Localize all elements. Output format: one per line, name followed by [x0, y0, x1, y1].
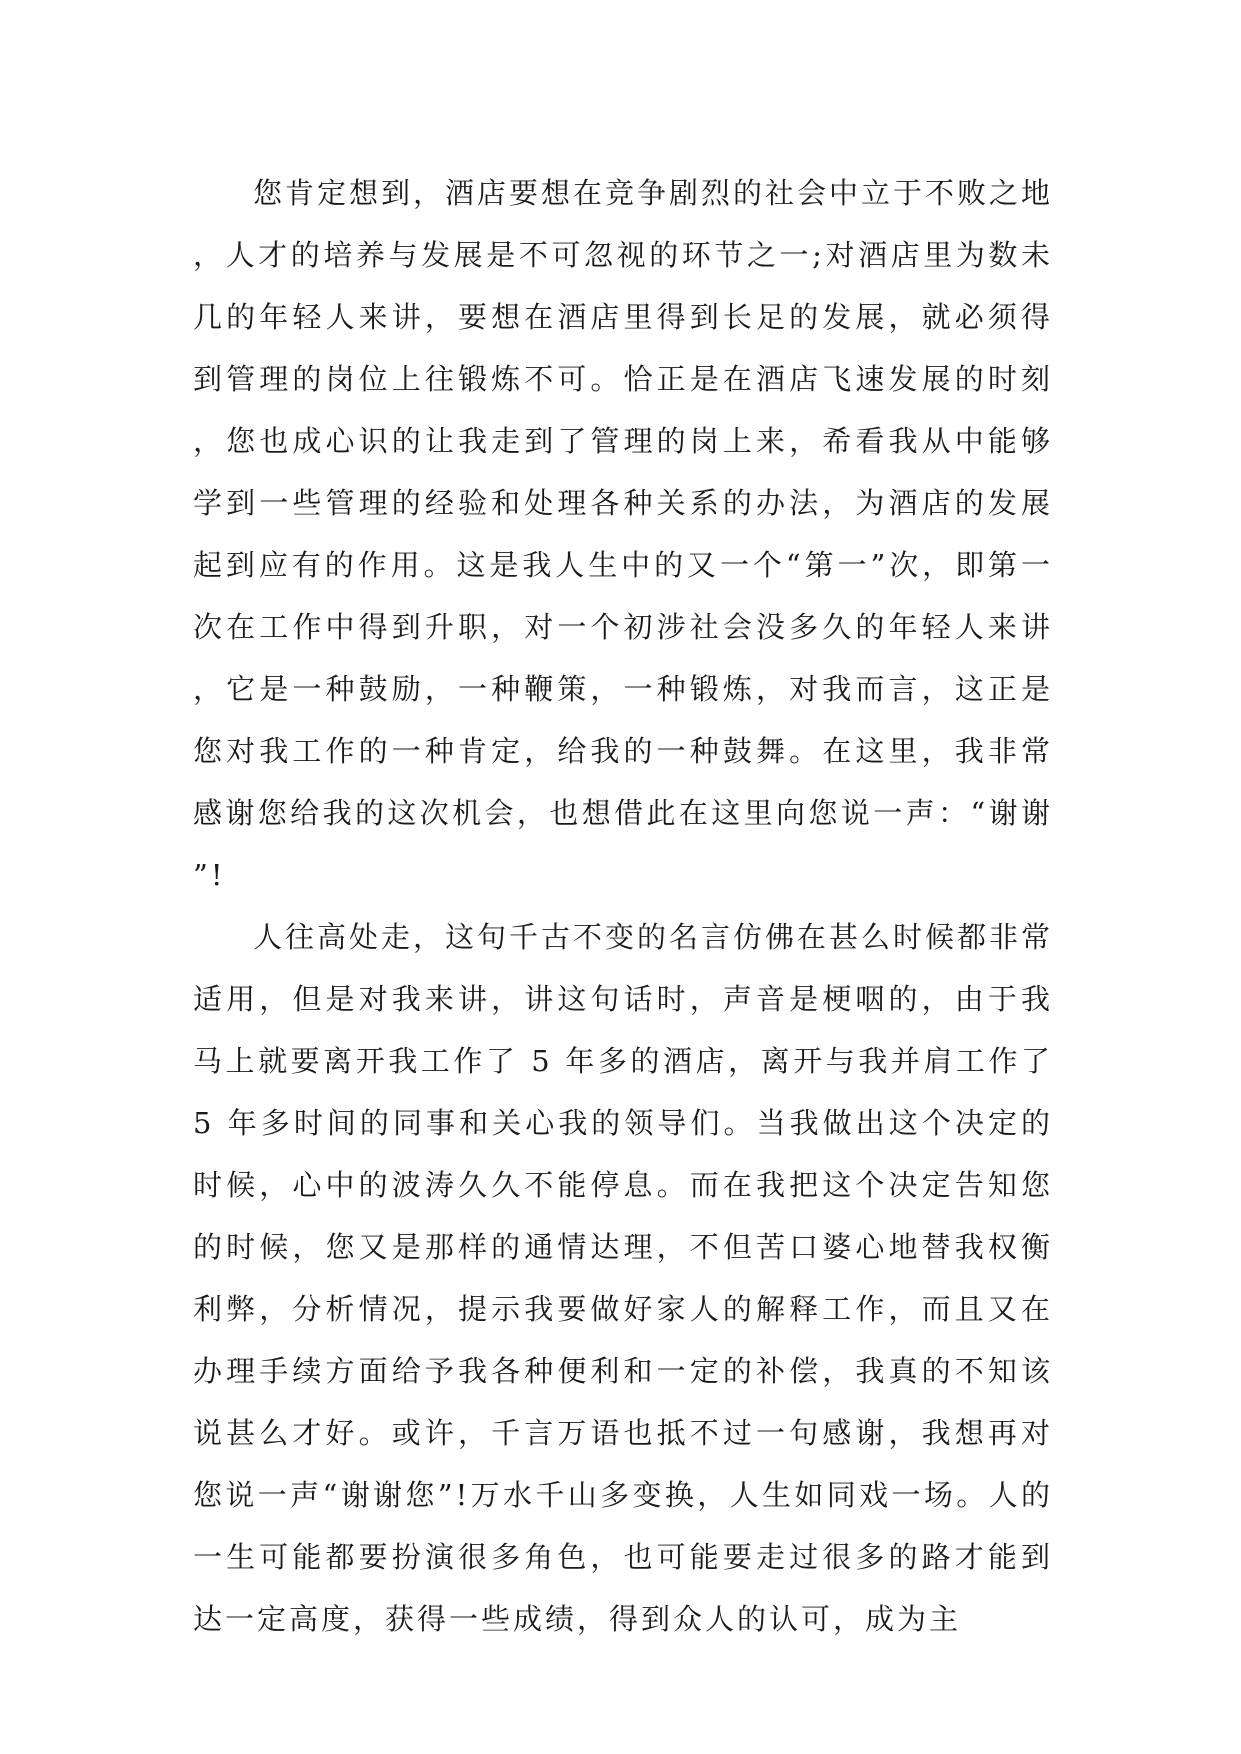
paragraph-1: 您肯定想到，酒店要想在竞争剧烈的社会中立于不败之地，人才的培养与发展是不可忽视的环节之一;对酒店里为数未几的年轻人来讲，要想在酒店里得到长足的发展，就必须得到管理的岗位上往锻炼不可。恰正是在酒店飞速发展的时刻，您也成心识的让我走到了管理的岗上来，希看我从中能够学到一些管理的经验和处理各种关系的办法，为酒店的发展起到应有的作用。这是我人生中的又一个“第一”次，即第一次在工作中得到升职，对一个初涉社会没多久的年轻人来讲，它是一种鼓励，一种鞭策，一种锻炼，对我而言，这正是您对我工作的一种肯定，给我的一种鼓舞。在这里，我非常感谢您给我的这次机会，也想借此在这里向您说一声：“谢谢”! [193, 176, 1054, 892]
paragraph-2: 人往高处走，这句千古不变的名言仿佛在甚么时候都非常适用，但是对我来讲，讲这句话时，声音是梗咽的，由于我马上就要离开我工作了 5 年多的酒店，离开与我并肩工作了 5 年多时间的同事和关心我的领导们。当我做出这个决定的时候，心中的波涛久久不能停息。而在我把这个决定告知您的时候，您又是那样的通情达理，不但苦口婆心地替我权衡利弊，分析情况，提示我要做好家人的解释工作，而且又在办理手续方面给予我各种便利和一定的补偿，我真的不知该说甚么才好。或许，千言万语也抵不过一句感谢，我想再对您说一声“谢谢您”!万水千山多变换，人生如同戏一场。人的一生可能都要扮演很多角色，也可能要走过很多的路才能到达一定高度，获得一些成绩，得到众人的认可，成为主 [193, 920, 1054, 1636]
document-body [193, 162, 1053, 1650]
